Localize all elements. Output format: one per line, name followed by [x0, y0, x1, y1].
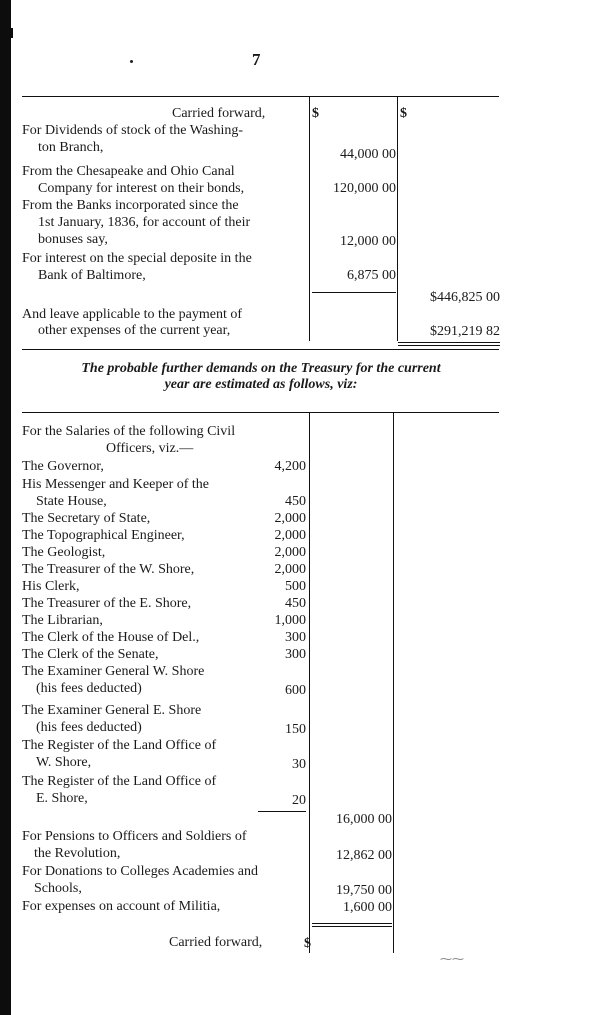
- entry-text: Company for interest on their bonds,: [38, 181, 245, 196]
- entry-amount: 120,000 00: [333, 181, 396, 196]
- officer-name: E. Shore,: [36, 791, 88, 806]
- dollar-sign: $: [304, 936, 311, 951]
- balance-text: other expenses of the current year,: [38, 323, 231, 338]
- officer-name: The Secretary of State,: [22, 511, 151, 526]
- officer-salary: 2,000: [274, 545, 306, 560]
- entry-text: From the Banks incorporated since the: [22, 198, 239, 213]
- officer-name: The Clerk of the House of Del.,: [22, 630, 200, 645]
- entry-text: Schools,: [34, 881, 82, 896]
- officer-name: State House,: [36, 494, 107, 509]
- entry-text: the Revolution,: [34, 846, 121, 861]
- officer-salary: 300: [285, 630, 306, 645]
- salaries-header: For the Salaries of the following Civil: [22, 424, 236, 439]
- officer-name: The Register of the Land Office of: [22, 774, 217, 789]
- officer-salary: 2,000: [274, 562, 306, 577]
- officer-name: The Examiner General E. Shore: [22, 703, 202, 718]
- subtotal-rule: [312, 292, 396, 293]
- entry-amount: 44,000 00: [340, 147, 396, 162]
- entry-text: Bank of Baltimore,: [38, 268, 146, 283]
- officer-name: The Topographical Engineer,: [22, 528, 185, 543]
- page-number: 7: [252, 50, 261, 69]
- section-rule: [22, 349, 499, 350]
- section-heading: The probable further demands on the Treasury for the current: [81, 361, 441, 376]
- section-heading: year are estimated as follows, viz:: [164, 377, 358, 392]
- officer-salary: 20: [292, 793, 306, 808]
- entry-amount: 12,000 00: [340, 234, 396, 249]
- binding-edge: [0, 0, 11, 1015]
- officer-salary: 300: [285, 647, 306, 662]
- balance-text: And leave applicable to the payment of: [22, 307, 243, 322]
- officer-name: The Examiner General W. Shore: [22, 664, 205, 679]
- entry-text: For expenses on account of Militia,: [22, 899, 221, 914]
- entry-text: For Pensions to Officers and Soldiers of: [22, 829, 247, 844]
- balance-rule: [398, 345, 500, 346]
- entry-amount: 6,875 00: [347, 268, 396, 283]
- officer-salary: 30: [292, 757, 306, 772]
- officer-salary: 150: [285, 722, 306, 737]
- salaries-subtotal-rule: [258, 811, 306, 812]
- binding-notch: [0, 28, 13, 38]
- entry-amount: 12,862 00: [336, 848, 392, 863]
- table1-col-divider-2: [397, 97, 398, 341]
- officer-name: The Treasurer of the W. Shore,: [22, 562, 195, 577]
- officer-salary: 2,000: [274, 528, 306, 543]
- officer-salary: 4,200: [274, 459, 306, 474]
- officer-name: (his fees deducted): [36, 681, 142, 696]
- entry-text: ton Branch,: [38, 140, 104, 155]
- officer-salary: 500: [285, 579, 306, 594]
- dollar-sign: $: [312, 106, 319, 121]
- salaries-total: 16,000 00: [336, 812, 392, 827]
- entry-amount: 19,750 00: [336, 883, 392, 898]
- ink-smudge: ⁓⁓: [440, 952, 464, 966]
- balance-amount: $291,219 82: [430, 324, 500, 339]
- entry-text: For Donations to Colleges Academies and: [22, 864, 259, 879]
- entry-text: 1st January, 1836, for account of their: [38, 215, 251, 230]
- carried-forward-label: Carried forward,: [169, 935, 263, 950]
- entry-text: For interest on the special deposite in the: [22, 251, 252, 266]
- officer-name: (his fees deducted): [36, 720, 142, 735]
- table1-top-rule: [22, 96, 499, 97]
- officer-name: W. Shore,: [36, 755, 92, 770]
- final-rule: [312, 926, 392, 927]
- table1-col-divider-1: [309, 97, 310, 341]
- ink-speck: [130, 60, 133, 63]
- officer-name: His Messenger and Keeper of the: [22, 477, 209, 492]
- entry-text: From the Chesapeake and Ohio Canal: [22, 164, 235, 179]
- carried-forward-label: Carried forward,: [172, 106, 266, 121]
- table2-col-divider-1: [309, 413, 310, 953]
- table2-col-divider-2: [393, 413, 394, 953]
- officer-salary: 450: [285, 494, 306, 509]
- officer-name: The Treasurer of the E. Shore,: [22, 596, 192, 611]
- officer-name: The Librarian,: [22, 613, 103, 628]
- dollar-sign: $: [400, 106, 407, 121]
- total-amount: $446,825 00: [430, 290, 500, 305]
- officer-name: His Clerk,: [22, 579, 80, 594]
- officer-name: The Register of the Land Office of: [22, 738, 217, 753]
- officer-name: The Governor,: [22, 459, 104, 474]
- officer-name: The Clerk of the Senate,: [22, 647, 159, 662]
- entry-text: For Dividends of stock of the Washing-: [22, 123, 244, 138]
- final-rule: [312, 923, 392, 924]
- table2-top-rule: [22, 412, 499, 413]
- officer-salary: 600: [285, 683, 306, 698]
- entry-text: bonuses say,: [38, 232, 108, 247]
- officer-salary: 2,000: [274, 511, 306, 526]
- officer-name: The Geologist,: [22, 545, 106, 560]
- salaries-header: Officers, viz.—: [106, 441, 194, 456]
- officer-salary: 1,000: [274, 613, 306, 628]
- entry-amount: 1,600 00: [343, 900, 392, 915]
- officer-salary: 450: [285, 596, 306, 611]
- balance-rule: [398, 342, 500, 343]
